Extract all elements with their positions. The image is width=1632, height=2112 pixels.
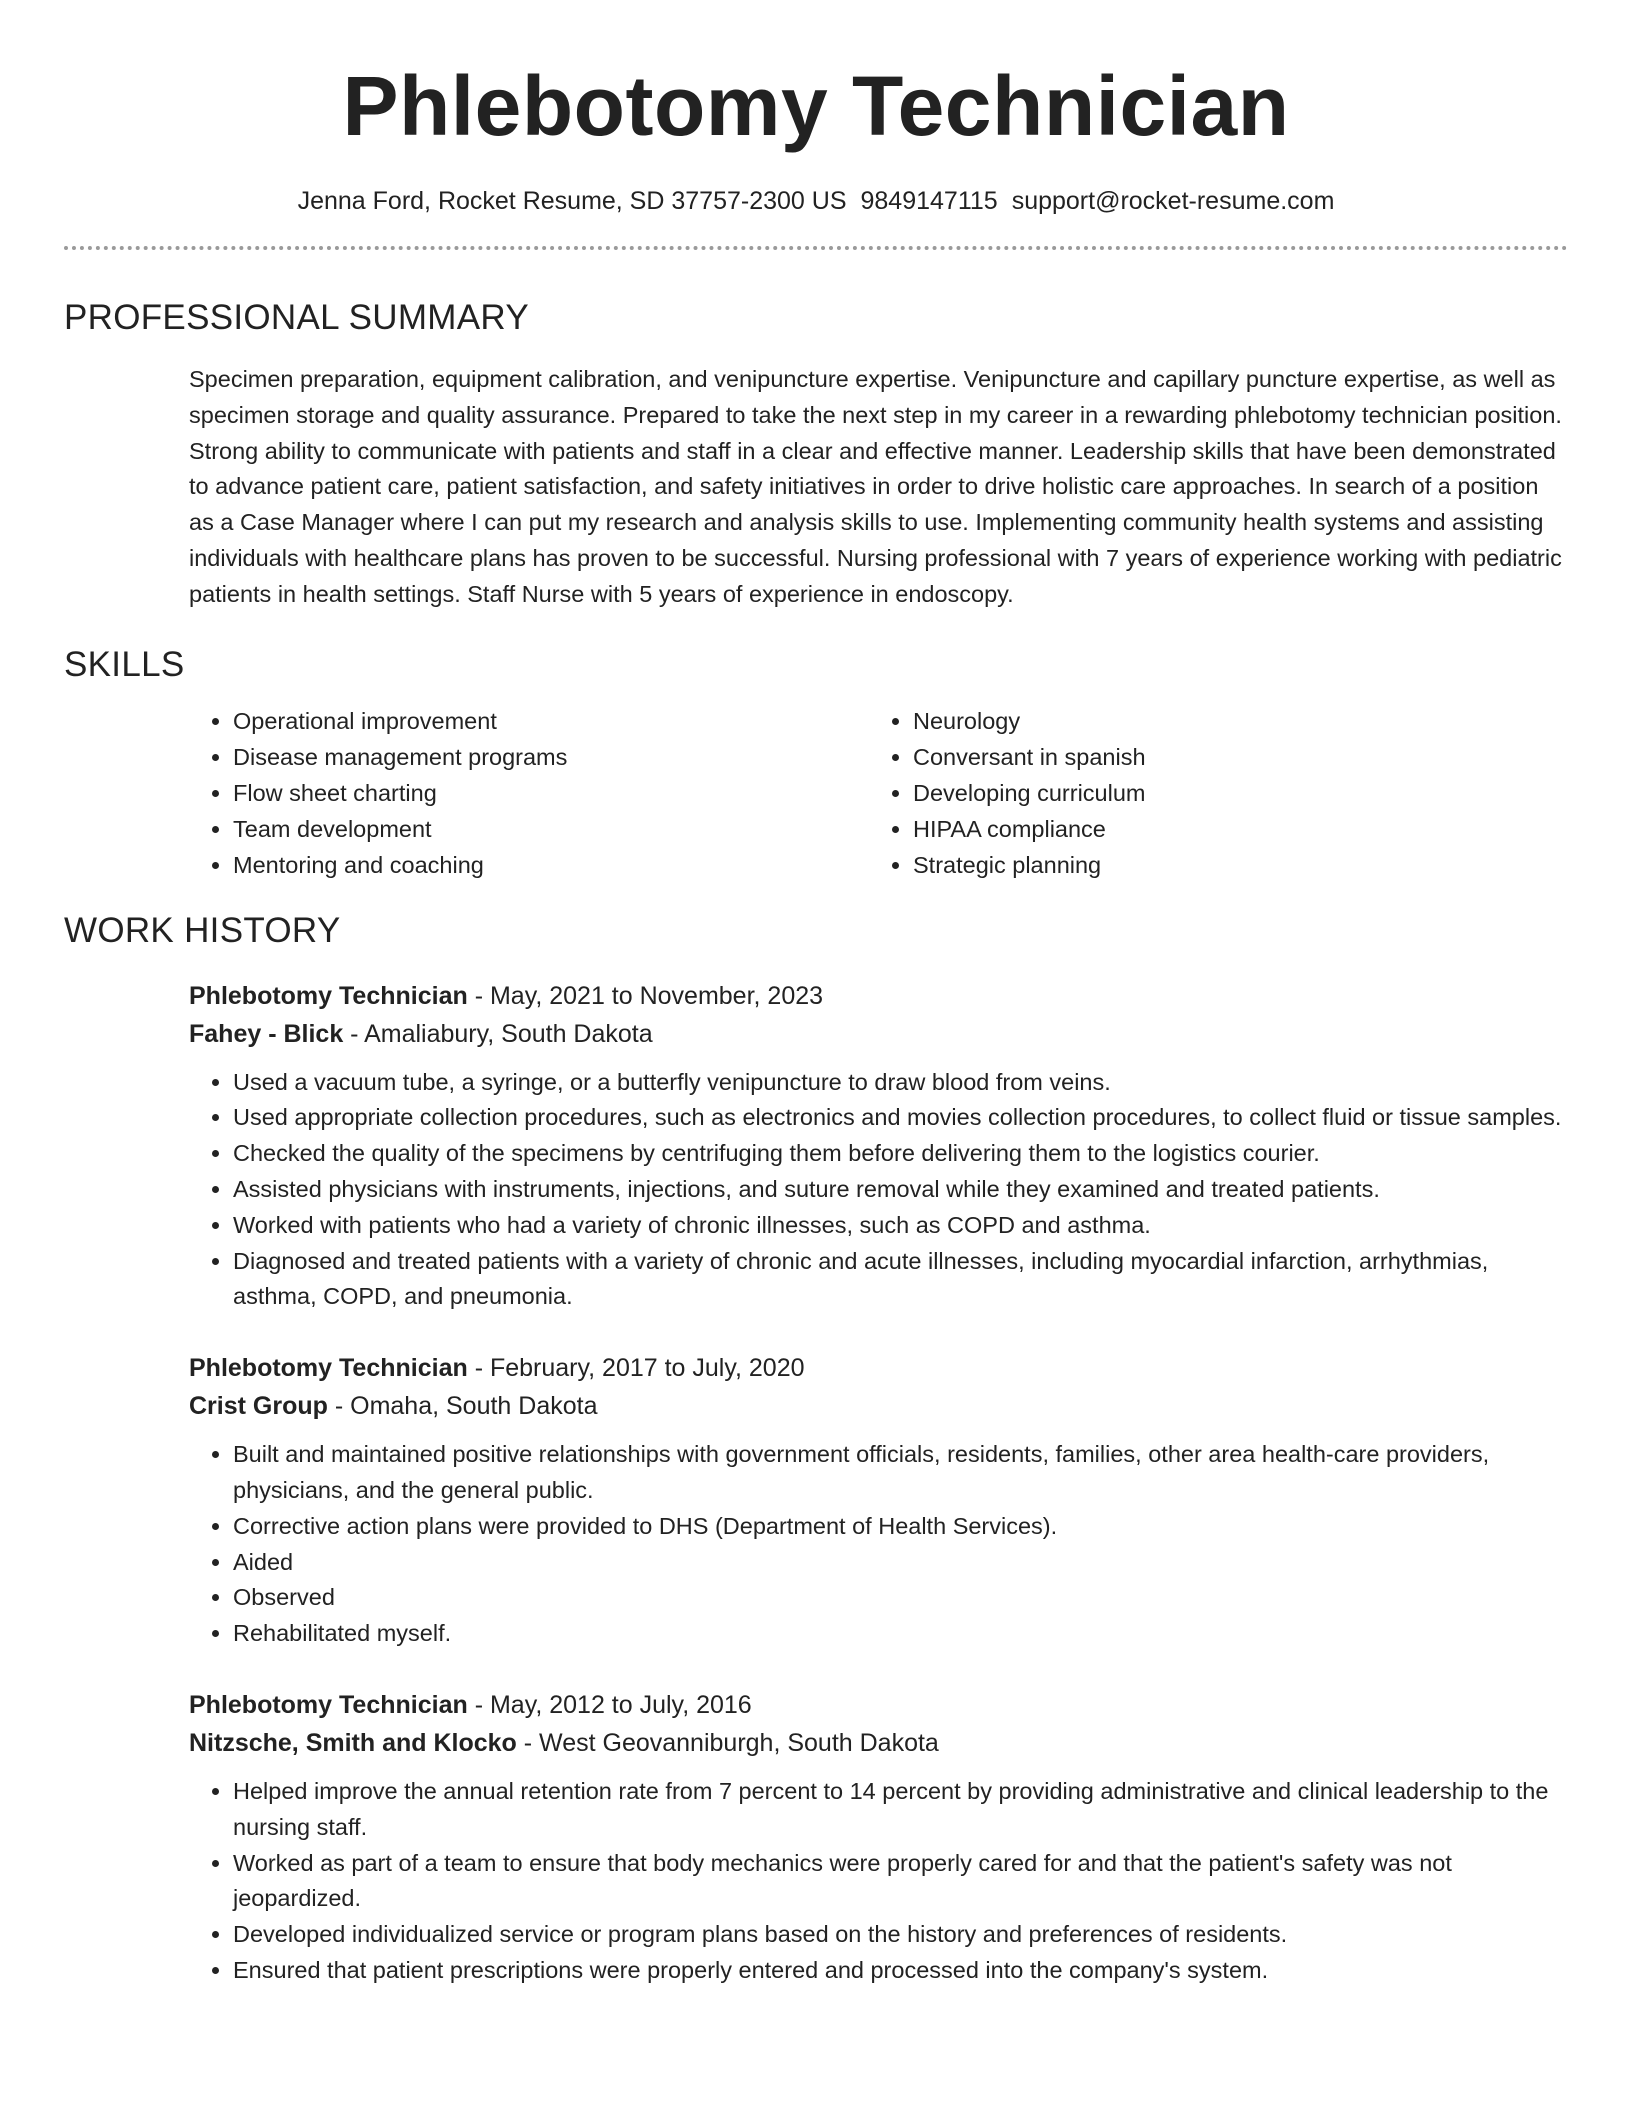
job-company: Nitzsche, Smith and Klocko [189, 1728, 517, 1757]
contact-address: Jenna Ford, Rocket Resume, SD 37757-2300 US [297, 187, 847, 215]
job-bullet: • Aided [233, 1545, 1569, 1581]
job-dates: - May, 2021 to November, 2023 [467, 981, 824, 1010]
header-divider [64, 246, 1568, 250]
job-location: - Amaliabury, South Dakota [343, 1019, 653, 1048]
job-bullets [189, 1437, 1569, 1652]
contact-email: support@rocket-resume.com [1011, 187, 1335, 215]
job-bullet: • Ensured that patient prescriptions were properly entered and processed into the company's system. [233, 1953, 1569, 1989]
job-bullet: • Built and maintained positive relationships with government officials, residents, families, other area health-care providers, physicians, and the general public. [233, 1437, 1569, 1509]
job-entry [189, 1686, 1568, 1989]
job-bullet: • Helped improve the annual retention rate from 7 percent to 14 percent by providing administrative and clinical leadership to the nursing staff. [233, 1774, 1569, 1846]
resume-page [64, 0, 1568, 1989]
job-company: Fahey - Blick [189, 1019, 344, 1048]
job-title: Phlebotomy Technician [189, 981, 468, 1010]
job-bullet: • Worked as part of a team to ensure that body mechanics were properly cared for and that the patient's safety was not jeopardized. [233, 1846, 1569, 1918]
job-bullet: • Worked with patients who had a variety of chronic illnesses, such as COPD and asthma. [233, 1208, 1569, 1244]
job-location: - West Geovanniburgh, South Dakota [516, 1728, 939, 1757]
skill-item: • Developing curriculum [913, 775, 1146, 811]
job-title-line [189, 1349, 1568, 1387]
job-bullet: • Used appropriate collection procedures, such as electronics and movies collection procedures, to collect fluid or tissue samples. [233, 1100, 1569, 1136]
skills-column-2 [869, 703, 1146, 883]
job-company: Crist Group [189, 1392, 328, 1421]
job-title: Phlebotomy Technician [189, 1354, 468, 1383]
job-title-line [189, 977, 1568, 1015]
contact-phone: 9849147115 [860, 187, 998, 215]
job-dates: - May, 2012 to July, 2016 [467, 1690, 752, 1719]
skill-item: • Team development [233, 811, 869, 847]
job-entry [189, 977, 1568, 1316]
job-dates: - February, 2017 to July, 2020 [467, 1354, 805, 1383]
job-company-line [189, 1387, 1568, 1425]
skills-list [189, 703, 1568, 883]
section-heading-skills: SKILLS [64, 644, 185, 684]
job-location: - Omaha, South Dakota [327, 1392, 598, 1421]
job-bullet: • Observed [233, 1580, 1569, 1616]
skill-item: • Neurology [913, 703, 1146, 739]
resume-title: Phlebotomy Technician [342, 59, 1290, 153]
job-title-line [189, 1686, 1568, 1724]
job-bullet: • Diagnosed and treated patients with a variety of chronic and acute illnesses, including myocardial infarction, arrhythmias, asthma, COPD, and pneumonia. [233, 1244, 1569, 1316]
job-company-line [189, 1015, 1568, 1053]
skill-item: • Conversant in spanish [913, 739, 1146, 775]
skill-item: • Flow sheet charting [233, 775, 869, 811]
section-heading-summary: PROFESSIONAL SUMMARY [64, 298, 529, 337]
job-bullet: • Corrective action plans were provided to DHS (Department of Health Services). [233, 1509, 1569, 1545]
job-bullet: • Checked the quality of the specimens by centrifuging them before delivering them to the logistics courier. [233, 1136, 1569, 1172]
job-bullets [189, 1774, 1569, 1989]
section-heading-work-history: WORK HISTORY [64, 910, 341, 950]
contact-line [64, 184, 1568, 218]
job-entry [189, 1349, 1568, 1652]
job-title: Phlebotomy Technician [189, 1690, 468, 1719]
job-company-line [189, 1724, 1568, 1762]
skill-item: • Disease management programs [233, 739, 869, 775]
summary-text: Specimen preparation, equipment calibration, and venipuncture expertise. Venipuncture and capillary puncture expertise, as well as specimen storage and quality assurance. Prepared to take the next step in my career in a rewarding phlebotomy technician position. Strong ability to communicate with patients and staff in a clear and effective manner. Leadership skills that have been demonstrated to advance patient care, patient satisfaction, and safety initiatives in order to drive holistic care approaches. In search of a position as a Case Manager where I can put my research and analysis skills to use. Implementing community health systems and assisting individuals with healthcare plans has proven to be successful. Nursing professional with 7 years of experience working with pediatric patients in health settings. Staff Nurse with 5 years of experience in endoscopy. [189, 366, 1562, 607]
job-bullet: • Assisted physicians with instruments, injections, and suture removal while they examined and treated patients. [233, 1172, 1569, 1208]
skill-item: • Operational improvement [233, 703, 869, 739]
job-bullet: • Developed individualized service or program plans based on the history and preferences of residents. [233, 1917, 1569, 1953]
skill-item: • HIPAA compliance [913, 811, 1146, 847]
skills-column-1 [189, 703, 869, 883]
skill-item: • Mentoring and coaching [233, 847, 869, 883]
job-bullets [189, 1065, 1569, 1316]
job-bullet: • Used a vacuum tube, a syringe, or a butterfly venipuncture to draw blood from veins. [233, 1065, 1569, 1101]
skill-item: • Strategic planning [913, 847, 1146, 883]
job-bullet: • Rehabilitated myself. [233, 1616, 1569, 1652]
